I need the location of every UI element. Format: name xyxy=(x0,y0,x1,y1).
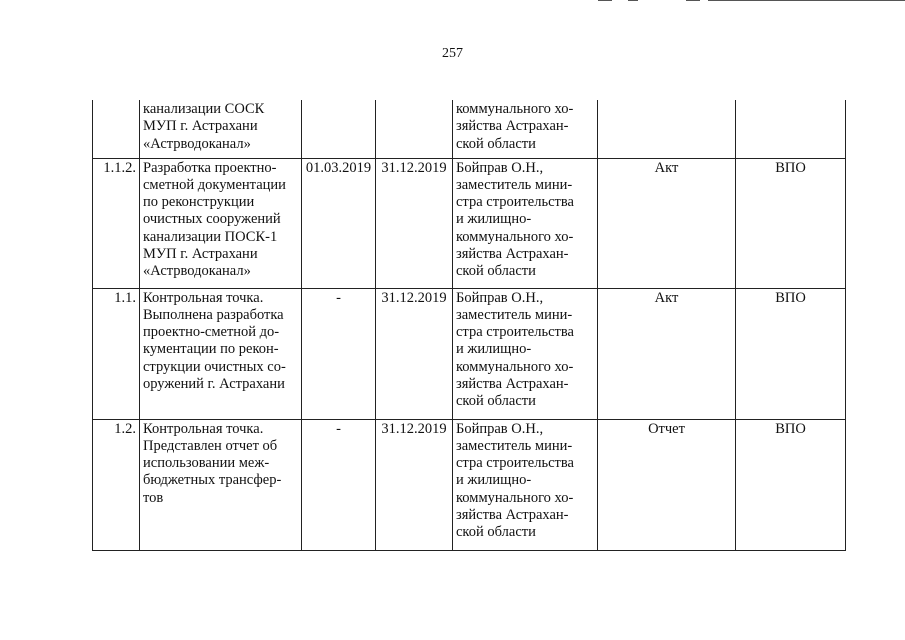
page-number: 257 xyxy=(442,46,463,61)
row-number xyxy=(93,100,140,158)
row-number: 1.1. xyxy=(93,288,140,419)
end-date-cell xyxy=(376,100,453,158)
responsible-cell: Бойправ О.Н., заместитель мини- стра строительства и жилищно- коммунального хо- зяйства Астрахан- ской области xyxy=(453,419,598,550)
document-cell: Акт xyxy=(598,288,736,419)
document-cell xyxy=(598,100,736,158)
start-date-cell: 01.03.2019 xyxy=(302,158,376,288)
responsible-cell: Бойправ О.Н., заместитель мини- стра строительства и жилищно- коммунального хо- зяйства Астрахан- ской области xyxy=(453,288,598,419)
table-row xyxy=(93,419,846,550)
end-date-cell: 31.12.2019 xyxy=(376,419,453,550)
activity-cell: Контрольная точка. Выполнена разработка проектно-сметной до- кументации по рекон- струкции очистных со- оружений г. Астрахани xyxy=(140,288,302,419)
activity-cell: Контрольная точка. Представлен отчет об использовании меж- бюджетных трансфер- тов xyxy=(140,419,302,550)
end-date-cell: 31.12.2019 xyxy=(376,288,453,419)
table-row xyxy=(93,100,846,158)
document-cell: Акт xyxy=(598,158,736,288)
control-level-cell: ВПО xyxy=(736,158,846,288)
end-date-cell: 31.12.2019 xyxy=(376,158,453,288)
activity-cell: Разработка проектно- сметной документации по реконструкции очистных сооружений канализации ПОСК-1 МУП г. Астрахани «Астрводоканал» xyxy=(140,158,302,288)
scan-artifact xyxy=(628,0,638,1)
scan-artifact xyxy=(708,0,905,1)
start-date-cell: - xyxy=(302,419,376,550)
scan-artifact xyxy=(686,0,700,1)
start-date-cell: - xyxy=(302,288,376,419)
responsible-cell: Бойправ О.Н., заместитель мини- стра строительства и жилищно- коммунального хо- зяйства Астрахан- ской области xyxy=(453,158,598,288)
start-date-cell xyxy=(302,100,376,158)
table-row xyxy=(93,288,846,419)
control-level-cell: ВПО xyxy=(736,288,846,419)
control-level-cell xyxy=(736,100,846,158)
row-number: 1.2. xyxy=(93,419,140,550)
row-number: 1.1.2. xyxy=(93,158,140,288)
activity-cell: канализации СОСК МУП г. Астрахани «Астрводоканал» xyxy=(140,100,302,158)
table-row xyxy=(93,158,846,288)
responsible-cell: коммунального хо- зяйства Астрахан- ской области xyxy=(453,100,598,158)
document-cell: Отчет xyxy=(598,419,736,550)
control-level-cell: ВПО xyxy=(736,419,846,550)
scan-artifact xyxy=(598,0,612,1)
plan-table xyxy=(92,100,846,551)
